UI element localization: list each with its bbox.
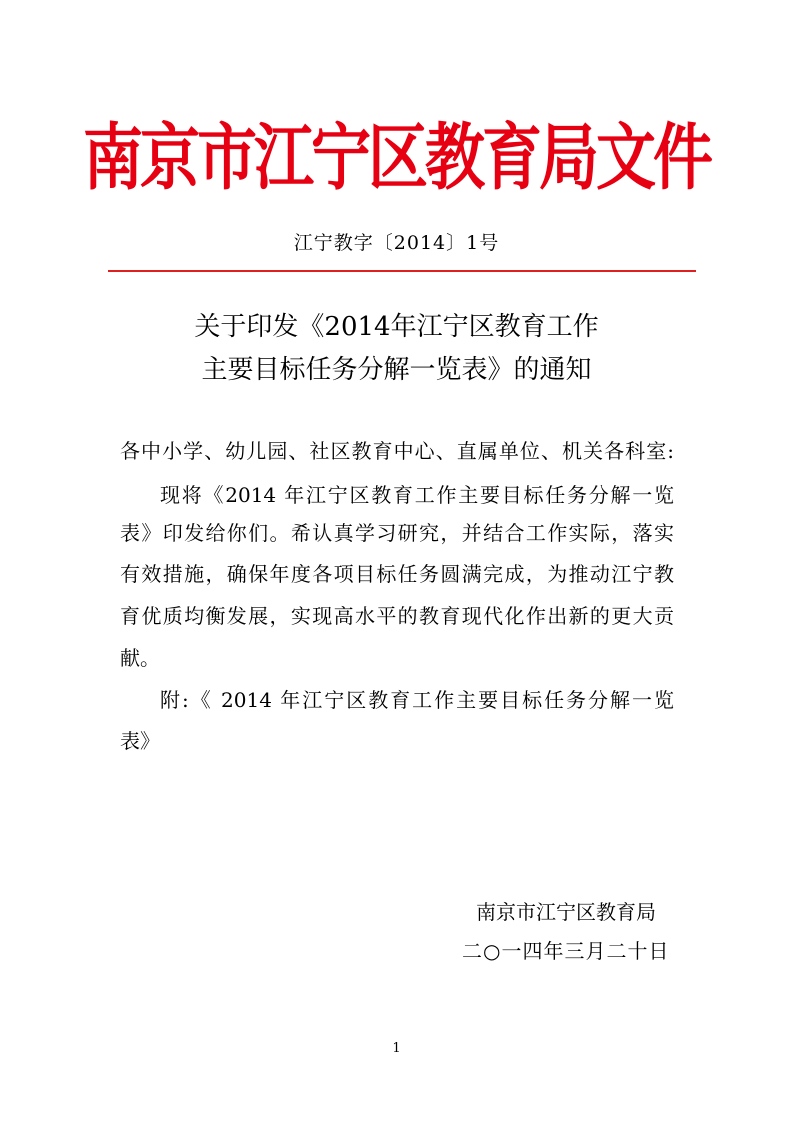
- paragraph-line: 有效措施，确保年度各项目标任务圆满完成，为推动江宁教: [120, 562, 674, 586]
- page-number: 1: [392, 1041, 401, 1056]
- paragraph-line: 表》印发给你们。希认真学习研究，并结合工作实际，落实: [120, 521, 674, 545]
- paragraph-line: 育优质均衡发展，实现高水平的教育现代化作出新的更大贡: [120, 604, 674, 628]
- attachment-line: 表》: [120, 729, 160, 753]
- notice-title-line-1: 关于印发《2014年江宁区教育工作: [194, 312, 599, 342]
- paragraph-line: 现将《2014 年江宁区教育工作主要目标任务分解一览: [160, 483, 674, 507]
- attachment-line: 附:《 2014 年江宁区教育工作主要目标任务分解一览: [160, 688, 674, 712]
- signature-organization: 南京市江宁区教育局: [476, 900, 656, 924]
- signature-date: 二○一四年三月二十日: [462, 939, 670, 963]
- notice-title-line-2: 主要目标任务分解一览表》的通知: [201, 355, 592, 385]
- document-number: 江宁教字〔2014〕1号: [293, 232, 500, 254]
- header-divider-line: [108, 270, 696, 272]
- recipients-line: 各中小学、幼儿园、社区教育中心、直属单位、机关各科室:: [120, 439, 674, 463]
- paragraph-line: 献。: [120, 646, 160, 670]
- document-header-title: 南京市江宁区教育局文件: [83, 116, 710, 201]
